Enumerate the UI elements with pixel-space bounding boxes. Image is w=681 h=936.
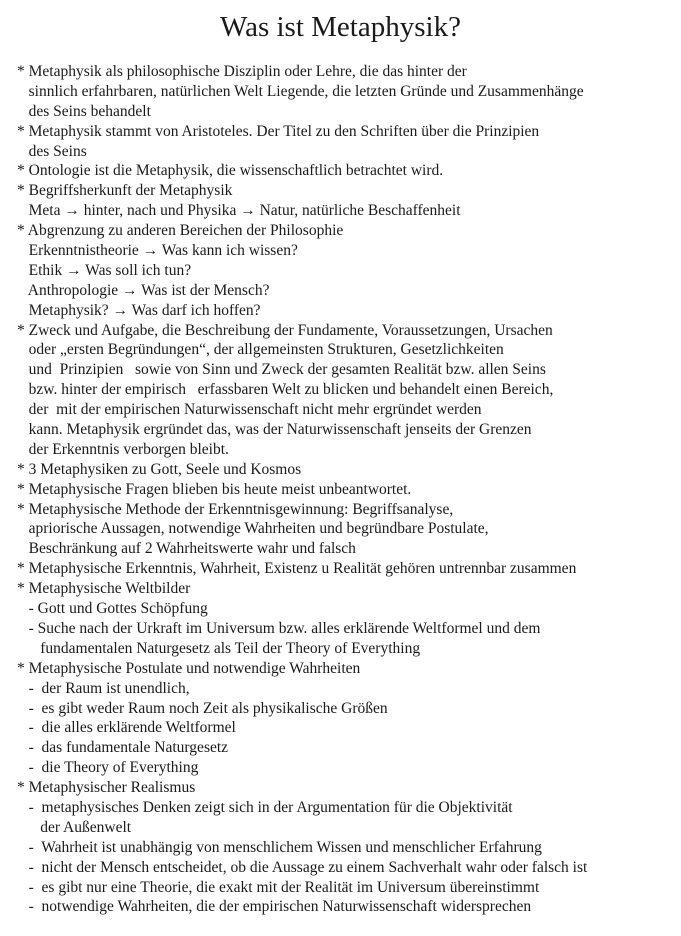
text-line: oder „ersten Begründungen“, der allgemeinsten Strukturen, Gesetzlichkeiten (17, 341, 504, 359)
text-line: - Suche nach der Urkraft im Universum bzw. alles erklärende Weltformel und dem (17, 619, 541, 637)
text-line: * Metaphysische Erkenntnis, Wahrheit, Existenz u Realität gehören untrennbar zusammen (17, 560, 577, 578)
text-line: * Metaphysik stammt von Aristoteles. Der Titel zu den Schriften über die Prinzipien (17, 122, 540, 140)
text-line: der Außenwelt (17, 818, 132, 836)
text-line: Meta → hinter, nach und Physika → Natur, natürliche Beschaffenheit (17, 202, 461, 220)
text-line: * Metaphysischer Realismus (17, 779, 196, 797)
text-line: - metaphysisches Denken zeigt sich in der Argumentation für die Objektivität (17, 798, 513, 816)
text-line: Ethik → Was soll ich tun? (17, 261, 192, 279)
text-line: - nicht der Mensch entscheidet, ob die Aussage zu einem Sachverhalt wahr oder falsch ist (17, 858, 588, 876)
text-line: Metaphysik? → Was darf ich hoffen? (17, 301, 261, 319)
text-line: der mit der empirischen Naturwissenschaft nicht mehr ergründet werden (17, 401, 482, 419)
text-line: - es gibt nur eine Theorie, die exakt mit der Realität im Universum übereinstimmt (17, 878, 540, 896)
text-line: * Metaphysik als philosophische Disziplin oder Lehre, die das hinter der (17, 63, 467, 80)
text-line: des Seins behandelt (17, 102, 151, 120)
text-line: - das fundamentale Naturgesetz (17, 739, 229, 757)
text-line: - die Theory of Everything (17, 759, 199, 777)
text-line: sinnlich erfahrbaren, natürlichen Welt Liegende, die letzten Gründe und Zusammenhänge (17, 82, 584, 100)
text-line: * Begriffsherkunft der Metaphysik (17, 182, 233, 200)
text-line: bzw. hinter der empirisch erfassbaren Welt zu blicken und behandelt einen Bereich, (17, 381, 554, 399)
text-line: und Prinzipien sowie von Sinn und Zweck der gesamten Realität bzw. allen Seins (17, 361, 546, 379)
text-line: * Zweck und Aufgabe, die Beschreibung der Fundamente, Voraussetzungen, Ursachen (17, 321, 553, 339)
text-line: Erkenntnistheorie → Was kann ich wissen? (17, 242, 298, 260)
text-line: - es gibt weder Raum noch Zeit als physikalische Größen (17, 699, 388, 717)
text-line: - die alles erklärende Weltformel (17, 719, 236, 737)
text-line: apriorische Aussagen, notwendige Wahrheiten und begründbare Postulate, (17, 520, 489, 538)
text-line: - der Raum ist unendlich, (17, 679, 190, 697)
text-line: Beschränkung auf 2 Wahrheitswerte wahr und falsch (17, 540, 356, 558)
text-line: * Metaphysische Fragen blieben bis heute meist unbeantwortet. (17, 480, 412, 498)
text-line: * Metaphysische Weltbilder (17, 580, 191, 598)
text-line: des Seins (17, 142, 87, 160)
text-line: - notwendige Wahrheiten, die der empirischen Naturwissenschaft widersprechen (17, 898, 532, 916)
text-line: der Erkenntnis verborgen bleibt. (17, 440, 229, 458)
text-line: * Metaphysische Methode der Erkenntnisgewinnung: Begriffsanalyse, (17, 500, 454, 518)
page-title: Was ist Metaphysik? (220, 11, 461, 43)
text-line: kann. Metaphysik ergründet das, was der Naturwissenschaft jenseits der Grenzen (17, 421, 532, 439)
document-body (17, 62, 677, 917)
text-line: * Abgrenzung zu anderen Bereichen der Philosophie (17, 222, 344, 240)
text-line: - Wahrheit ist unabhängig von menschlichem Wissen und menschlicher Erfahrung (17, 838, 542, 856)
text-line: * Metaphysische Postulate und notwendige Wahrheiten (17, 659, 361, 677)
text-line: * 3 Metaphysiken zu Gott, Seele und Kosmos (17, 460, 302, 478)
text-line: * Ontologie ist die Metaphysik, die wissenschaftlich betrachtet wird. (17, 162, 444, 180)
text-line: Anthropologie → Was ist der Mensch? (17, 281, 270, 299)
text-line: fundamentalen Naturgesetz als Teil der Theory of Everything (17, 639, 421, 657)
text-line: - Gott und Gottes Schöpfung (17, 600, 208, 618)
